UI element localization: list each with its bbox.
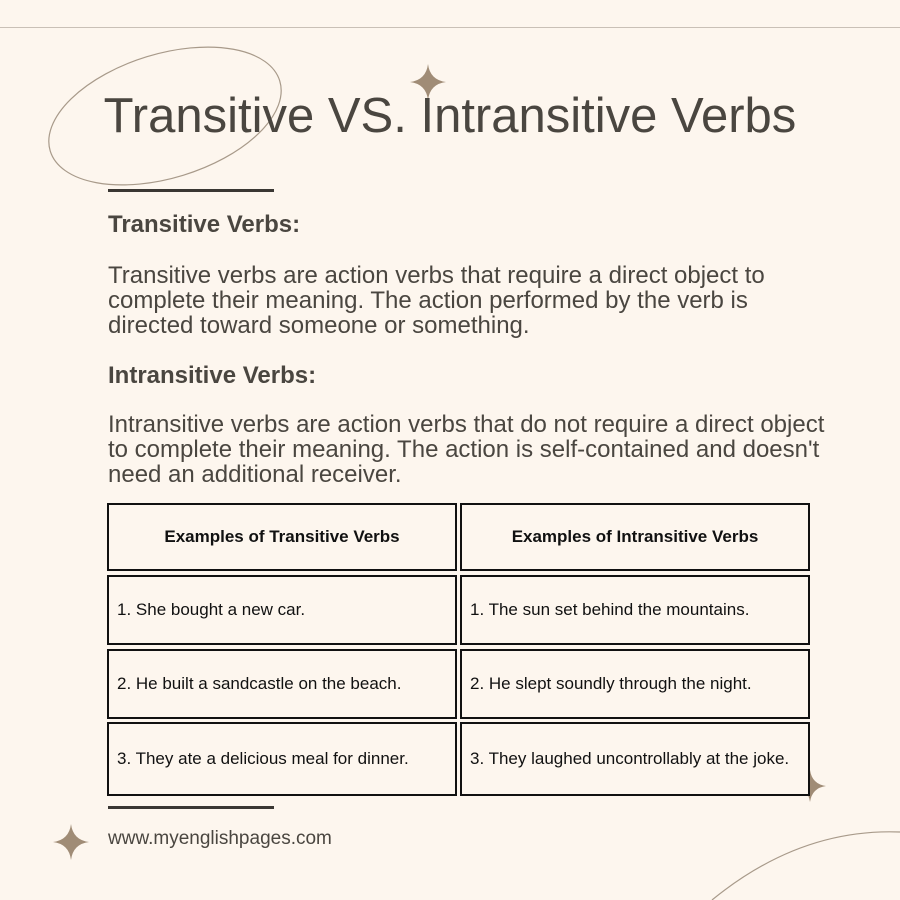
transitive-definition: Transitive verbs are action verbs that require a direct object to complete their meaning. The action performed by the verb is directed toward someone or something. — [108, 262, 765, 339]
table-header-intransitive: Examples of Intransitive Verbs — [460, 503, 810, 571]
section-divider — [108, 189, 274, 192]
transitive-heading: Transitive Verbs: — [108, 211, 301, 238]
intransitive-definition: Intransitive verbs are action verbs that do not require a direct object to complete their meaning. The action is self-contained and doesn't need an additional receiver. — [108, 411, 825, 488]
table-cell-transitive-2: 2. He built a sandcastle on the beach. — [107, 649, 457, 719]
corner-arc-decoration — [712, 832, 900, 900]
intransitive-heading: Intransitive Verbs: — [108, 362, 317, 389]
page-title: Transitive VS. Intransitive Verbs — [103, 89, 797, 143]
table-cell-intransitive-1: 1. The sun set behind the mountains. — [460, 575, 810, 645]
table-cell-transitive-1: 1. She bought a new car. — [107, 575, 457, 645]
footer-divider — [108, 806, 274, 809]
table-cell-intransitive-2: 2. He slept soundly through the night. — [460, 649, 810, 719]
table-cell-intransitive-3: 3. They laughed uncontrollably at the joke. — [460, 722, 810, 796]
sparkle-icon — [53, 824, 89, 860]
footer-url[interactable]: www.myenglishpages.com — [108, 828, 332, 849]
table-header-transitive: Examples of Transitive Verbs — [107, 503, 457, 571]
table-cell-transitive-3: 3. They ate a delicious meal for dinner. — [107, 722, 457, 796]
